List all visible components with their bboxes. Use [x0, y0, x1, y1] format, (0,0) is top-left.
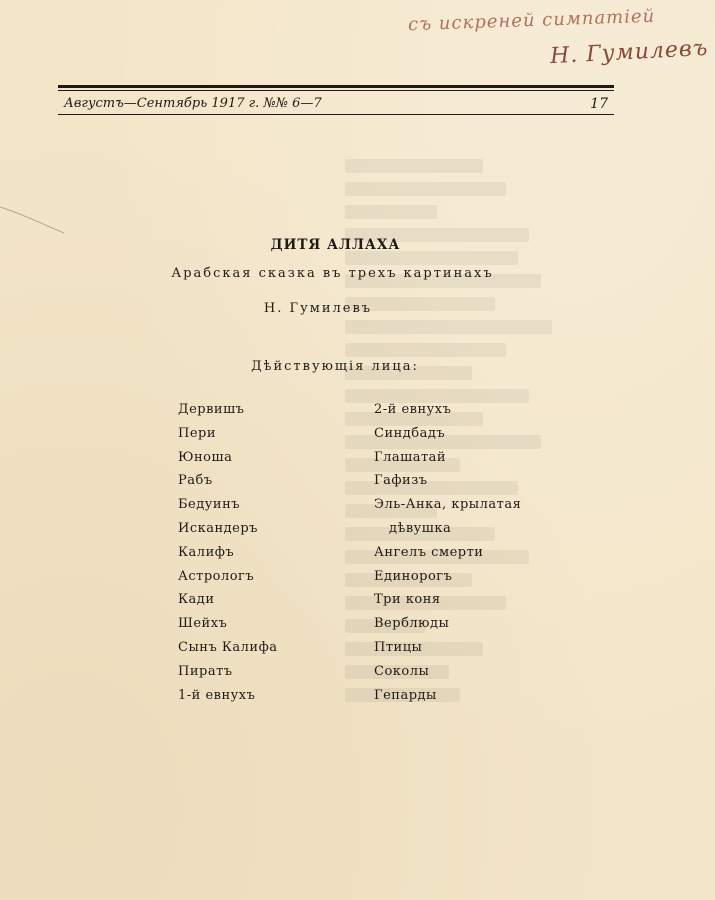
- dedication-text: съ искреней симпатіей: [407, 5, 656, 36]
- cast-member: Гепарды: [374, 687, 437, 703]
- cast-member: Единорогъ: [374, 568, 453, 584]
- cast-list-right: [374, 400, 521, 709]
- issue-date: Августъ—Сентябрь 1917 г. №№ 6—7: [64, 96, 322, 111]
- play-author: Н. Гумилевъ: [263, 301, 373, 316]
- cast-member: Верблюды: [374, 616, 450, 632]
- author-signature: Н. Гумилевъ: [549, 35, 709, 70]
- header-rule-bottom: [58, 114, 614, 115]
- running-header: [64, 96, 612, 114]
- header-rule-top: [58, 85, 614, 88]
- cast-member: 1-й евнухъ: [178, 687, 256, 703]
- cast-member: Гафизъ: [374, 473, 428, 489]
- cast-member: Искандеръ: [178, 520, 258, 536]
- cast-member: Сынъ Калифа: [178, 639, 278, 655]
- cast-member: Астрологъ: [178, 568, 255, 584]
- cast-member: Птицы: [374, 639, 423, 655]
- cast-member: Ангелъ смерти: [374, 544, 484, 560]
- cast-list-left: [178, 400, 278, 709]
- cast-member: Рабъ: [178, 473, 213, 489]
- cast-member: Шейхъ: [178, 616, 228, 632]
- cast-member: Соколы: [374, 663, 430, 679]
- cast-member-continued: дѣвушка: [389, 520, 452, 536]
- page-number: 17: [590, 96, 608, 112]
- play-subtitle: Арабская сказка въ трехъ картинахъ: [171, 266, 494, 281]
- cast-member: Бедуинъ: [178, 497, 240, 513]
- cast-member: Глашатай: [374, 449, 447, 465]
- cast-member: Синдбадъ: [374, 425, 446, 441]
- cast-member: Эль-Анка, крылатая: [374, 497, 522, 513]
- cast-member: Юноша: [178, 449, 233, 465]
- header-rule-top-thin: [58, 90, 614, 91]
- cast-heading: Дѣйствующія лица:: [251, 359, 419, 374]
- cast-member: Пери: [178, 425, 217, 441]
- cast-member: Три коня: [374, 592, 441, 608]
- cast-member: Калифъ: [178, 544, 235, 560]
- cast-member: 2-й евнухъ: [374, 402, 452, 417]
- cast-member: Кади: [178, 592, 215, 608]
- play-title: ДИТЯ АЛЛАХА: [270, 237, 401, 253]
- cast-member: Дервишъ: [178, 402, 245, 417]
- paper-crease: [0, 205, 65, 235]
- cast-member: Пиратъ: [178, 663, 233, 679]
- handwritten-dedication: [400, 5, 709, 86]
